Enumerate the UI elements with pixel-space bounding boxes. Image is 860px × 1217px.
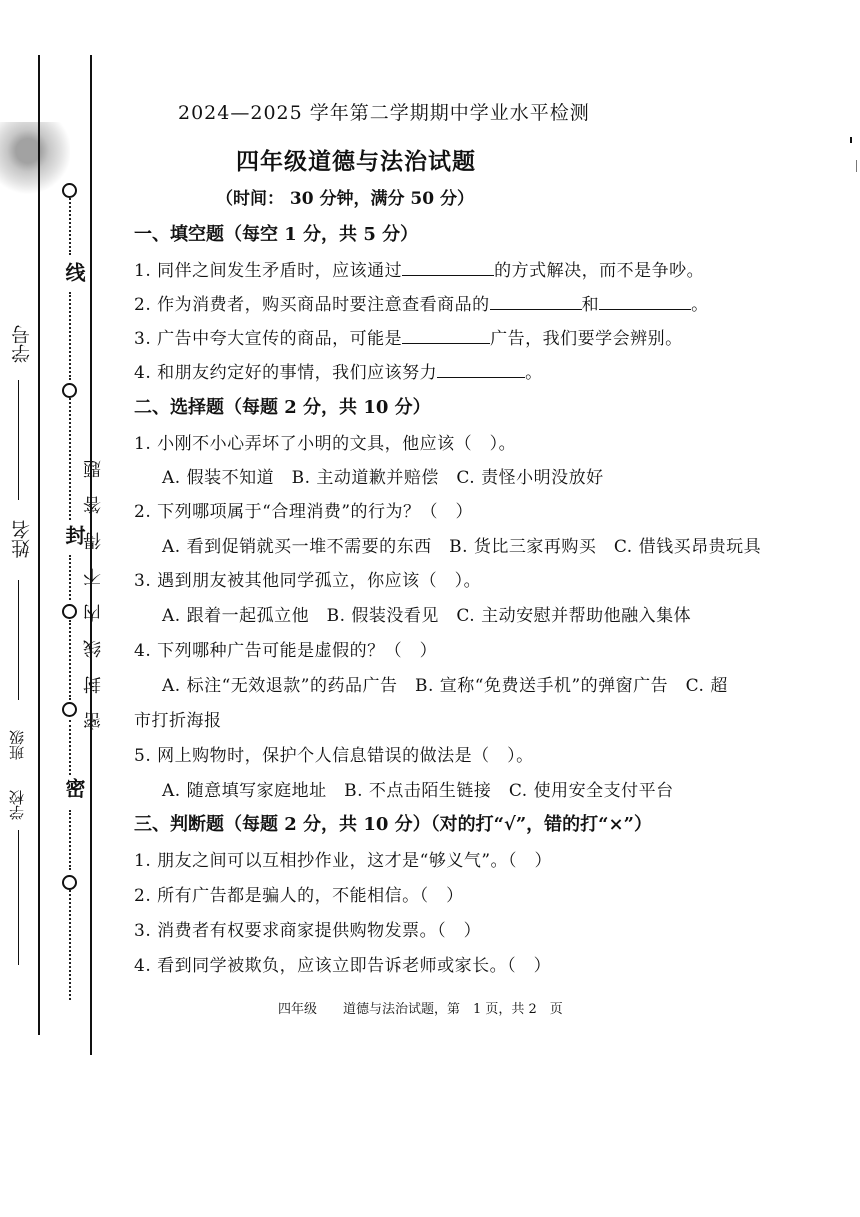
seal-dots-5 — [69, 620, 71, 700]
seal-dots-1 — [69, 195, 71, 255]
name-blank — [18, 580, 19, 700]
seal-char-secret: 密 — [62, 778, 86, 798]
section3-heading: 三、判断题（每题 2 分，共 10 分）（对的打“√”，错的打“×”） — [134, 814, 652, 835]
fill-q4-text-a: 4. 和朋友约定好的事情，我们应该努力 — [134, 363, 438, 383]
fill-q2-text-a: 2. 作为消费者，购买商品时要注意查看商品的 — [134, 295, 490, 315]
seal-char-line: 线 — [62, 262, 86, 282]
page-footer: 四年级 道德与法治试题，第 1 页，共 2 页 — [278, 1002, 563, 1017]
exam-subject-title: 四年级道德与法治试题 — [236, 148, 476, 175]
scan-speck-1 — [850, 137, 852, 143]
seal-circle-3 — [62, 604, 77, 619]
fill-q2-text-c: 。 — [691, 295, 709, 315]
fill-q2-blank-2[interactable] — [599, 293, 691, 310]
seal-dots-4 — [69, 555, 71, 600]
seal-notice: 密封线内不得答题 — [83, 442, 104, 730]
scan-speck-2 — [856, 160, 857, 172]
choice-q4-options: A. 标注“无效退款”的药品广告 B. 宣称“免费送手机”的弹窗广告 C. 超 — [162, 676, 728, 696]
seal-dots-8 — [69, 890, 71, 1000]
seal-dots-3 — [69, 398, 71, 520]
seal-char-seal: 封 — [62, 525, 86, 545]
exam-time-info: （时间： 30 分钟，满分 50 分） — [216, 189, 474, 209]
seal-circle-5 — [62, 875, 77, 890]
judge-question-1: 1. 朋友之间可以互相抄作业，这才是“够义气”。（ ） — [134, 851, 553, 871]
scan-smudge — [0, 122, 70, 194]
fill-q3-blank[interactable] — [402, 327, 490, 344]
school-blank — [18, 830, 19, 965]
fill-question-1 — [134, 256, 704, 281]
fill-q4-blank[interactable] — [437, 361, 525, 378]
judge-question-2: 2. 所有广告都是骗人的，不能相信。（ ） — [134, 886, 464, 906]
choice-question-2: 2. 下列哪项属于“合理消费”的行为？（ ） — [134, 502, 474, 522]
margin-line-left — [38, 55, 40, 1035]
name-label: 姓名 — [11, 520, 33, 558]
choice-q3-options: A. 跟着一起孤立他 B. 假装没看见 C. 主动安慰并帮助他融入集体 — [162, 606, 692, 626]
choice-question-3: 3. 遇到朋友被其他同学孤立，你应该（ ）。 — [134, 571, 482, 591]
fill-q1-text-b: 的方式解决，而不是争吵。 — [494, 261, 705, 281]
fill-q3-text-a: 3. 广告中夸大宣传的商品，可能是 — [134, 329, 403, 349]
choice-question-5: 5. 网上购物时，保护个人信息错误的做法是（ ）。 — [134, 746, 534, 766]
seal-circle-4 — [62, 702, 77, 717]
judge-question-3: 3. 消费者有权要求商家提供购物发票。（ ） — [134, 921, 482, 941]
fill-q2-blank-1[interactable] — [490, 293, 582, 310]
choice-q4-options-continued: 市打折海报 — [134, 711, 222, 731]
exam-term-title: 2024—2025 学年第二学期期中学业水平检测 — [178, 102, 590, 124]
fill-q2-text-b: 和 — [581, 295, 600, 315]
choice-question-4: 4. 下列哪种广告可能是虚假的？（ ） — [134, 641, 438, 661]
section2-heading: 二、选择题（每题 2 分，共 10 分） — [134, 397, 431, 418]
choice-q5-options: A. 随意填写家庭地址 B. 不点击陌生链接 C. 使用安全支付平台 — [162, 781, 674, 801]
choice-q2-options: A. 看到促销就买一堆不需要的东西 B. 货比三家再购买 C. 借钱买昂贵玩具 — [162, 537, 762, 557]
seal-circle-1 — [62, 183, 77, 198]
fill-q3-text-b: 广告，我们要学会辨别。 — [490, 329, 683, 349]
seal-dots-2 — [69, 292, 71, 380]
fill-question-2 — [134, 290, 709, 315]
student-id-blank — [18, 380, 19, 500]
seal-dots-7 — [69, 810, 71, 870]
school-label: 学校 — [8, 790, 26, 820]
fill-question-4 — [134, 358, 543, 383]
class-label: 班级 — [8, 730, 26, 760]
section1-heading: 一、填空题（每空 1 分，共 5 分） — [134, 224, 419, 245]
fill-question-3 — [134, 324, 683, 349]
choice-question-1: 1. 小刚不小心弄坏了小明的文具，他应该（ ）。 — [134, 434, 517, 454]
fill-q1-blank[interactable] — [402, 259, 494, 276]
judge-question-4: 4. 看到同学被欺负，应该立即告诉老师或家长。（ ） — [134, 956, 552, 976]
fill-q4-text-b: 。 — [525, 363, 543, 383]
seal-circle-2 — [62, 383, 77, 398]
choice-q1-options: A. 假装不知道 B. 主动道歉并赔偿 C. 责怪小明没放好 — [162, 468, 604, 488]
seal-dots-6 — [69, 720, 71, 775]
fill-q1-text-a: 1. 同伴之间发生矛盾时，应该通过 — [134, 261, 403, 281]
student-id-label: 学号 — [11, 325, 33, 363]
